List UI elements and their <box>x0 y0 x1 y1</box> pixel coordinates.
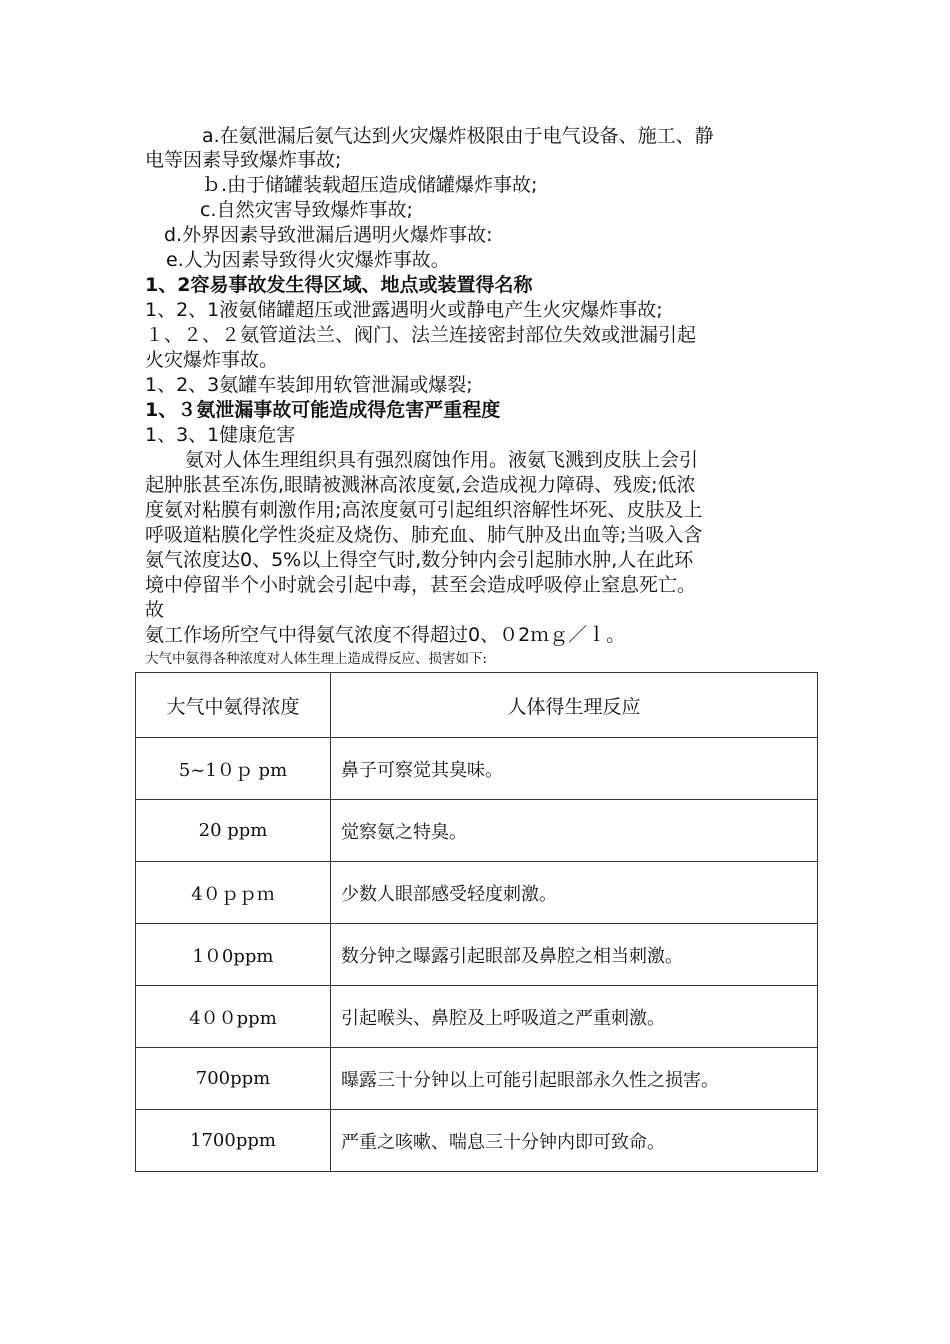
concentration-cell: 4００ppm <box>136 986 331 1048</box>
reaction-cell: 觉察氨之特臭。 <box>331 800 818 862</box>
reaction-cell: 数分钟之曝露引起眼部及鼻腔之相当刺激。 <box>331 924 818 986</box>
section-1-2-item2-line1: １、２、２氨管道法兰、阀门、法兰连接密封部位失效或泄漏引起 <box>145 324 697 346</box>
table-row <box>136 924 818 986</box>
section-1-3-sub: 1、3、1健康危害 <box>145 424 296 446</box>
column-header-reaction: 人体得生理反应 <box>331 673 818 738</box>
cause-a-line2: 电等因素导致爆炸事故; <box>145 149 342 171</box>
concentration-cell: 700ppm <box>136 1048 331 1110</box>
para-line: 故 <box>145 599 165 621</box>
table-caption: 大气中氨得各种浓度对人体生理上造成得反应、损害如下: <box>145 651 488 667</box>
cause-a-line1: a.在氨泄漏后氨气达到火灾爆炸极限由于电气设备、施工、静 <box>202 125 714 147</box>
table-row <box>136 1110 818 1172</box>
para-line: 起肿胀甚至冻伤,眼睛被溅淋高浓度氨,会造成视力障碍、残废;低浓 <box>145 474 696 496</box>
section-1-2-item2-line2: 火灾爆炸事故。 <box>145 349 279 371</box>
section-1-2-item3: 1、2、3氨罐车装卸用软管泄漏或爆裂; <box>145 374 473 396</box>
section-1-3-heading: 1、３氨泄漏事故可能造成得危害严重程度 <box>145 399 501 421</box>
table-row <box>136 862 818 924</box>
para-line: 度氨对粘膜有刺激作用;高浓度氨可引起组织溶解性坏死、皮肤及上 <box>145 499 703 521</box>
table-row <box>136 986 818 1048</box>
cause-c: c.自然灾害导致爆炸事故; <box>200 199 413 221</box>
para-line: 氨气浓度达0、5%以上得空气时,数分钟内会引起肺水肿,人在此环 <box>145 549 694 571</box>
para-line: 呼吸道粘膜化学性炎症及烧伤、肺充血、肺气肿及出血等;当吸入含 <box>145 524 703 546</box>
concentration-cell: 20 ppm <box>136 800 331 862</box>
reaction-cell: 曝露三十分钟以上可能引起眼部永久性之损害。 <box>331 1048 818 1110</box>
para-line: 氨工作场所空气中得氨气浓度不得超过0、０2ｍｇ／ｌ。 <box>145 624 626 646</box>
cause-e: e.人为因素导致得火灾爆炸事故。 <box>166 249 450 271</box>
ammonia-concentration-table <box>135 672 818 1172</box>
para-line: 境中停留半个小时就会引起中毒，甚至会造成呼吸停止窒息死亡。 <box>145 574 697 596</box>
section-1-2-heading: 1、2容易事故发生得区域、地点或装置得名称 <box>145 274 533 296</box>
concentration-cell: 1０0ppm <box>136 924 331 986</box>
table-row <box>136 738 818 800</box>
reaction-cell: 少数人眼部感受轻度刺激。 <box>331 862 818 924</box>
reaction-cell: 引起喉头、鼻腔及上呼吸道之严重刺激。 <box>331 986 818 1048</box>
column-header-concentration: 大气中氨得浓度 <box>136 673 331 738</box>
concentration-cell: 5~1０ｐ pm <box>136 738 331 800</box>
table-row <box>136 800 818 862</box>
cause-b: ｂ.由于储罐装载超压造成储罐爆炸事故; <box>202 174 538 196</box>
table-header-row <box>136 673 818 738</box>
concentration-cell: 4０ｐｐｍ <box>136 862 331 924</box>
table-row <box>136 1048 818 1110</box>
para-line: 氨对人体生理组织具有强烈腐蚀作用。液氨飞溅到皮肤上会引 <box>185 449 699 471</box>
reaction-cell: 鼻子可察觉其臭味。 <box>331 738 818 800</box>
cause-d: d.外界因素导致泄漏后遇明火爆炸事故: <box>164 224 493 246</box>
reaction-cell: 严重之咳嗽、喘息三十分钟内即可致命。 <box>331 1110 818 1172</box>
section-1-2-item1: 1、2、1液氨储罐超压或泄露遇明火或静电产生火灾爆炸事故; <box>145 299 663 321</box>
concentration-cell: 1700ppm <box>136 1110 331 1172</box>
